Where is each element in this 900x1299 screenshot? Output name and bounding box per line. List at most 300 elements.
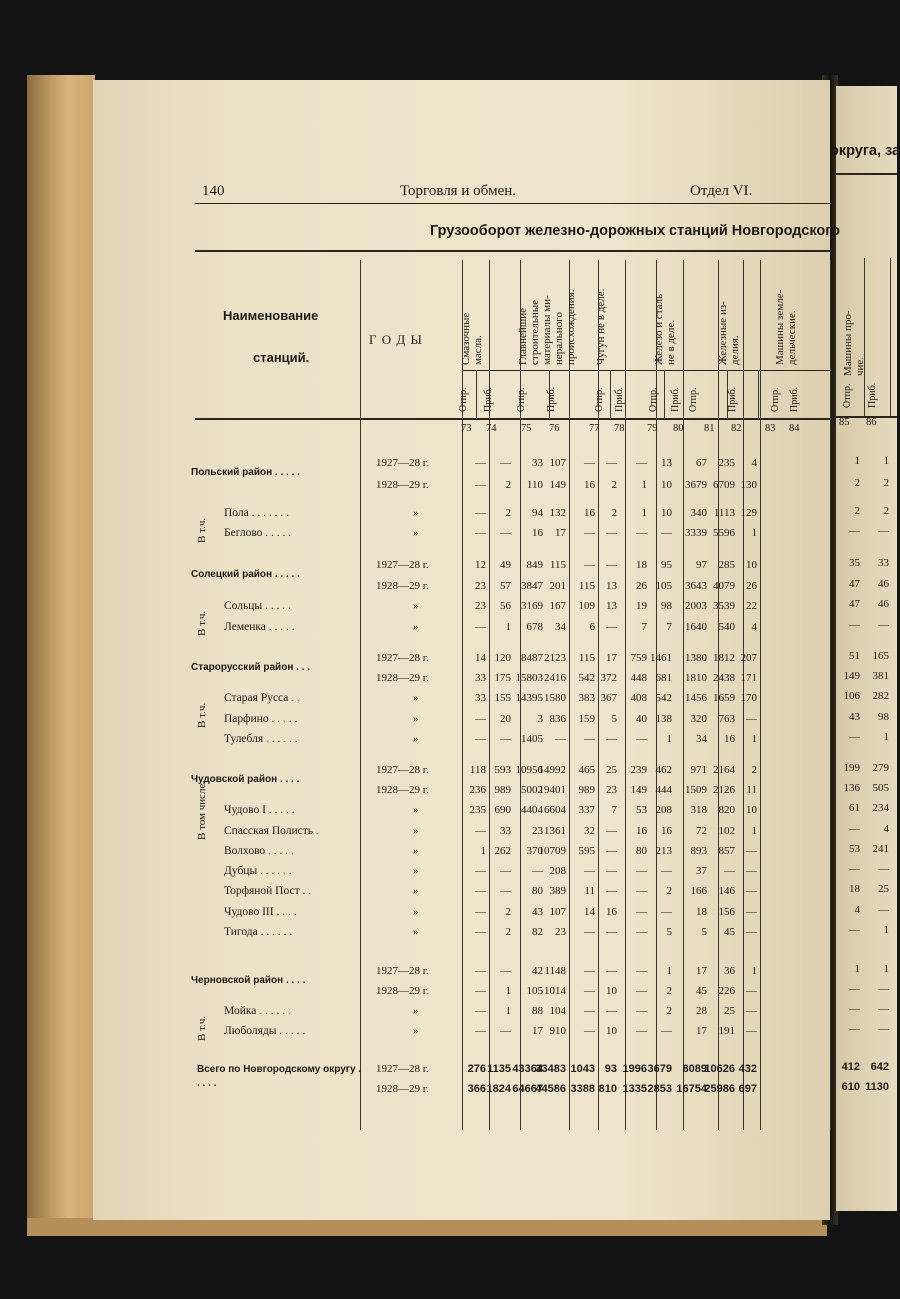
table-cell: 6604 bbox=[544, 804, 566, 816]
table-cell: 2853 bbox=[647, 1083, 672, 1095]
year-label: 1927—28 г. bbox=[376, 652, 429, 664]
table-cell: — bbox=[746, 865, 757, 877]
table-cell: 18 bbox=[696, 906, 707, 918]
grid-line bbox=[830, 260, 831, 1130]
year-label: 1927—28 г. bbox=[376, 559, 429, 571]
table-cell: 42 bbox=[532, 965, 543, 977]
table-cell: 412 bbox=[841, 1061, 860, 1073]
table-cell: 104 bbox=[549, 1005, 566, 1017]
sub-sub_send: Отпр. bbox=[516, 387, 527, 412]
department: Отдел VI. bbox=[690, 183, 753, 199]
table-cell: 262 bbox=[494, 845, 511, 857]
column-number: 86 bbox=[866, 417, 877, 428]
table-cell: 5 bbox=[666, 926, 672, 938]
table-cell: 642 bbox=[870, 1061, 889, 1073]
table-cell: 20 bbox=[500, 713, 511, 725]
table-cell: — bbox=[500, 965, 511, 977]
table-cell: — bbox=[584, 1005, 595, 1017]
table-cell: 540 bbox=[718, 621, 735, 633]
table-cell: 98 bbox=[661, 600, 672, 612]
table-cell: — bbox=[475, 906, 486, 918]
table-cell: 836 bbox=[549, 713, 566, 725]
table-cell: 4404 bbox=[521, 804, 543, 816]
table-cell: 47 bbox=[849, 578, 860, 590]
year-label: 1927—28 г. bbox=[376, 764, 429, 776]
year-label: 1928—29 г. bbox=[376, 784, 429, 796]
table-cell: — bbox=[661, 865, 672, 877]
table-cell: 893 bbox=[690, 845, 707, 857]
table-cell: 1 bbox=[854, 963, 860, 975]
table-cell: 4 bbox=[751, 457, 757, 469]
table-cell: — bbox=[636, 457, 647, 469]
table-cell: — bbox=[661, 1025, 672, 1037]
table-cell: — bbox=[606, 865, 617, 877]
table-cell: 34 bbox=[696, 733, 707, 745]
table-cell: 25 bbox=[724, 1005, 735, 1017]
table-cell: 17 bbox=[696, 1025, 707, 1037]
table-cell: 25 bbox=[878, 883, 889, 895]
table-cell: 5596 bbox=[713, 527, 735, 539]
table-cell: 199 bbox=[843, 762, 860, 774]
table-cell: 34 bbox=[555, 621, 566, 633]
table-cell: 763 bbox=[718, 713, 735, 725]
table-cell: — bbox=[500, 733, 511, 745]
table-cell: — bbox=[746, 1005, 757, 1017]
year-label: 1927—28 г. bbox=[376, 1063, 429, 1075]
table-cell: 1 bbox=[854, 455, 860, 467]
table-cell: — bbox=[584, 965, 595, 977]
table-cell: 33 bbox=[532, 457, 543, 469]
column-number: 75 bbox=[521, 423, 532, 434]
table-cell: — bbox=[849, 924, 860, 936]
table-cell: 14992 bbox=[538, 764, 566, 776]
table-cell: 3539 bbox=[713, 600, 735, 612]
table-cell: 130 bbox=[740, 479, 757, 491]
table-cell: 8089 bbox=[682, 1063, 707, 1075]
table-cell: — bbox=[636, 865, 647, 877]
table-cell: 610 bbox=[841, 1081, 860, 1093]
table-cell: 1 bbox=[641, 507, 647, 519]
table-cell: 2 bbox=[883, 477, 889, 489]
table-cell: 593 bbox=[494, 764, 511, 776]
table-cell: 276 bbox=[467, 1063, 486, 1075]
table-cell: 1361 bbox=[544, 825, 566, 837]
table-cell: — bbox=[746, 1025, 757, 1037]
table-cell: 2 bbox=[611, 507, 617, 519]
table-cell: 14 bbox=[584, 906, 595, 918]
table-cell: 1 bbox=[480, 845, 486, 857]
table-top-rule bbox=[195, 250, 830, 252]
table-cell: 106 bbox=[843, 690, 860, 702]
sub-sub_recv: Приб. bbox=[727, 386, 738, 412]
table-cell: 16 bbox=[606, 906, 617, 918]
sub-sub_recv: Приб. bbox=[546, 386, 557, 412]
table-cell: 208 bbox=[549, 865, 566, 877]
table-cell: 690 bbox=[494, 804, 511, 816]
table-cell: — bbox=[746, 845, 757, 857]
table-cell: 10 bbox=[746, 559, 757, 571]
table-cell: 8487 bbox=[521, 652, 543, 664]
table-cell: 1640 bbox=[685, 621, 707, 633]
table-cell: 110 bbox=[526, 479, 543, 491]
table-cell: — bbox=[606, 527, 617, 539]
col-header-line: делия. bbox=[729, 335, 741, 365]
table-cell: — bbox=[606, 965, 617, 977]
column-number: 80 bbox=[673, 423, 684, 434]
station-header-2: станций. bbox=[253, 350, 310, 365]
table-cell: 1461 bbox=[650, 652, 672, 664]
table-cell: 372 bbox=[600, 672, 617, 684]
table-cell: — bbox=[878, 1023, 889, 1035]
table-cell: 678 bbox=[526, 621, 543, 633]
table-cell: — bbox=[606, 457, 617, 469]
table-cell: 22 bbox=[746, 600, 757, 612]
station-label: Парфино . . . . . bbox=[224, 713, 298, 725]
table-cell: 32 bbox=[584, 825, 595, 837]
table-cell: — bbox=[475, 733, 486, 745]
table-cell: 13 bbox=[606, 600, 617, 612]
sub-send: Отпр. bbox=[842, 383, 853, 408]
table-cell: 25986 bbox=[704, 1083, 735, 1095]
year-label: » bbox=[413, 906, 419, 918]
table-cell: — bbox=[636, 885, 647, 897]
table-cell: 971 bbox=[690, 764, 707, 776]
table-cell: 989 bbox=[494, 784, 511, 796]
col-header-3 bbox=[653, 294, 677, 365]
table-cell: 23 bbox=[532, 825, 543, 837]
col-header-line: Машины земле- bbox=[774, 289, 786, 365]
table-cell: 1659 bbox=[713, 692, 735, 704]
table-cell: 13 bbox=[606, 580, 617, 592]
col-header-machines-other bbox=[842, 310, 866, 376]
station-label: Дубцы . . . . . . bbox=[224, 865, 292, 877]
table-cell: 14 bbox=[475, 652, 486, 664]
table-cell: — bbox=[584, 733, 595, 745]
year-label: » bbox=[413, 1005, 419, 1017]
table-cell: 340 bbox=[690, 507, 707, 519]
year-label: » bbox=[413, 926, 419, 938]
table-cell: 10 bbox=[746, 804, 757, 816]
table-cell: — bbox=[584, 926, 595, 938]
col-header-line: строительные bbox=[529, 299, 541, 365]
table-cell: — bbox=[584, 865, 595, 877]
table-cell: — bbox=[500, 885, 511, 897]
table-cell: 1 bbox=[666, 965, 672, 977]
table-cell: 1135 bbox=[487, 1063, 511, 1075]
table-cell: 542 bbox=[655, 692, 672, 704]
year-label: 1928—29 г. bbox=[376, 1083, 429, 1095]
table-cell: 25 bbox=[606, 764, 617, 776]
table-cell: 3339 bbox=[685, 527, 707, 539]
sub-sub_send: Отпр. bbox=[648, 387, 659, 412]
group-label: В т.ч. bbox=[196, 702, 208, 728]
table-cell: 2 bbox=[854, 477, 860, 489]
year-label: » bbox=[413, 804, 419, 816]
table-cell: 149 bbox=[843, 670, 860, 682]
table-cell: 43 bbox=[532, 906, 543, 918]
table-header-rule bbox=[195, 418, 830, 420]
table-cell: — bbox=[584, 527, 595, 539]
table-cell: 366 bbox=[467, 1083, 486, 1095]
table-cell: 1 bbox=[751, 733, 757, 745]
table-cell: 102 bbox=[718, 825, 735, 837]
grid-line bbox=[760, 260, 761, 1130]
table-cell: 47 bbox=[849, 598, 860, 610]
grid-line bbox=[476, 370, 477, 418]
table-cell: — bbox=[500, 865, 511, 877]
table-cell: — bbox=[475, 1025, 486, 1037]
table-cell: — bbox=[475, 621, 486, 633]
table-cell: 2003 bbox=[685, 600, 707, 612]
table-cell: 595 bbox=[578, 845, 595, 857]
table-cell: 849 bbox=[526, 559, 543, 571]
table-cell: — bbox=[606, 845, 617, 857]
table-cell: 1 bbox=[505, 985, 511, 997]
left-page bbox=[93, 80, 840, 1220]
table-cell: 10 bbox=[661, 479, 672, 491]
table-cell: 17 bbox=[532, 1025, 543, 1037]
year-label: » bbox=[413, 865, 419, 877]
table-cell: 11 bbox=[584, 885, 595, 897]
table-cell: 857 bbox=[718, 845, 735, 857]
table-cell: 1014 bbox=[544, 985, 566, 997]
table-cell: 1130 bbox=[865, 1081, 889, 1093]
table-cell: 2 bbox=[666, 985, 672, 997]
col-header-line: Железо и сталь bbox=[653, 293, 665, 365]
table-cell: 10626 bbox=[704, 1063, 735, 1075]
table-cell: 10 bbox=[606, 1025, 617, 1037]
table-cell: 10 bbox=[661, 507, 672, 519]
year-label: » bbox=[413, 733, 419, 745]
table-cell: — bbox=[746, 885, 757, 897]
table-cell: 1 bbox=[641, 479, 647, 491]
table-cell: 166 bbox=[690, 885, 707, 897]
table-cell: — bbox=[636, 965, 647, 977]
table-cell: 28 bbox=[696, 1005, 707, 1017]
table-cell: 33 bbox=[500, 825, 511, 837]
table-cell: — bbox=[475, 713, 486, 725]
table-cell: 159 bbox=[578, 713, 595, 725]
table-cell: 191 bbox=[718, 1025, 735, 1037]
table-cell: — bbox=[606, 621, 617, 633]
table-cell: 6 bbox=[589, 621, 595, 633]
col-header-line: чие. bbox=[854, 356, 866, 376]
table-cell: 318 bbox=[690, 804, 707, 816]
table-cell: 820 bbox=[718, 804, 735, 816]
book-bottom-edge bbox=[27, 1218, 827, 1236]
col-header-0 bbox=[460, 313, 484, 365]
table-cell: 56 bbox=[500, 600, 511, 612]
table-cell: 1812 bbox=[713, 652, 735, 664]
table-cell: 910 bbox=[549, 1025, 566, 1037]
year-label: » bbox=[413, 692, 419, 704]
table-cell: 18 bbox=[849, 883, 860, 895]
table-cell: 4 bbox=[883, 823, 889, 835]
table-cell: 115 bbox=[578, 580, 595, 592]
table-cell: 285 bbox=[718, 559, 735, 571]
table-cell: 1 bbox=[883, 455, 889, 467]
district-label: Старорусский район . . . bbox=[191, 662, 311, 673]
station-label: Пола . . . . . . . bbox=[224, 507, 289, 519]
table-cell: 98 bbox=[878, 711, 889, 723]
table-cell: — bbox=[475, 527, 486, 539]
table-cell: 1 bbox=[505, 1005, 511, 1017]
table-cell: 16754 bbox=[676, 1083, 707, 1095]
table-cell: 44586 bbox=[535, 1083, 566, 1095]
table-cell: 16 bbox=[636, 825, 647, 837]
table-cell: 320 bbox=[690, 713, 707, 725]
table-cell: 19401 bbox=[538, 784, 566, 796]
grid-line bbox=[569, 260, 570, 1130]
table-cell: — bbox=[584, 1025, 595, 1037]
table-cell: 165 bbox=[872, 650, 889, 662]
table-cell: — bbox=[636, 527, 647, 539]
table-cell: 1 bbox=[883, 963, 889, 975]
total-label: Всего по Новгородскому округу . . . . . bbox=[197, 1064, 362, 1089]
table-cell: 107 bbox=[549, 457, 566, 469]
grid-line bbox=[664, 370, 665, 418]
table-cell: 759 bbox=[630, 652, 647, 664]
station-label: Люболяды . . . . . bbox=[224, 1025, 306, 1037]
table-cell: 12 bbox=[475, 559, 486, 571]
table-cell: 4 bbox=[854, 904, 860, 916]
table-cell: — bbox=[606, 926, 617, 938]
table-cell: 462 bbox=[655, 764, 672, 776]
table-cell: — bbox=[555, 733, 566, 745]
table-cell: 370 bbox=[526, 845, 543, 857]
table-cell: 2 bbox=[854, 505, 860, 517]
table-cell: 46 bbox=[878, 598, 889, 610]
col-header-line: дельческие. bbox=[786, 310, 798, 365]
table-cell: 3847 bbox=[521, 580, 543, 592]
grid-line bbox=[758, 370, 759, 418]
table-cell: 2 bbox=[505, 479, 511, 491]
table-cell: 94 bbox=[532, 507, 543, 519]
year-label: » bbox=[413, 885, 419, 897]
table-cell: 389 bbox=[549, 885, 566, 897]
table-cell: 1 bbox=[666, 733, 672, 745]
group-label: В т.ч. bbox=[196, 517, 208, 543]
sub-sub_recv: Приб. bbox=[670, 386, 681, 412]
table-cell: 61 bbox=[849, 802, 860, 814]
station-label: Леменка . . . . . bbox=[224, 621, 295, 633]
table-cell: 234 bbox=[872, 802, 889, 814]
table-cell: 1996 bbox=[622, 1063, 647, 1075]
table-cell: 7 bbox=[641, 621, 647, 633]
table-cell: 17 bbox=[555, 527, 566, 539]
table-cell: 105 bbox=[526, 985, 543, 997]
col-header-line: не в деле. bbox=[665, 319, 677, 365]
table-cell: — bbox=[475, 1005, 486, 1017]
table-cell: 1405 bbox=[521, 733, 543, 745]
table-cell: 239 bbox=[630, 764, 647, 776]
table-cell: 14395 bbox=[515, 692, 543, 704]
table-cell: 5 bbox=[701, 926, 707, 938]
table-cell: 80 bbox=[532, 885, 543, 897]
sub-sub_send: Отпр. bbox=[770, 387, 781, 412]
group-label: В том числе. bbox=[196, 780, 208, 840]
table-cell: 3643 bbox=[685, 580, 707, 592]
table-cell: 7 bbox=[666, 621, 672, 633]
station-label: Тулебля . . . . . . bbox=[224, 733, 298, 745]
table-cell: 33483 bbox=[535, 1063, 566, 1075]
table-cell: — bbox=[475, 965, 486, 977]
book-edge bbox=[27, 75, 95, 1235]
col-header-line: Главнейшие bbox=[517, 308, 529, 365]
table-title: Грузооборот железно-дорожных станций Новгородского bbox=[430, 223, 840, 239]
table-cell: — bbox=[475, 457, 486, 469]
col-header-4 bbox=[717, 301, 741, 365]
table-cell: — bbox=[849, 1023, 860, 1035]
year-label: 1928—29 г. bbox=[376, 580, 429, 592]
table-cell: — bbox=[878, 904, 889, 916]
table-cell: 367 bbox=[600, 692, 617, 704]
district-label: Солецкий район . . . . . bbox=[191, 569, 300, 580]
table-cell: 109 bbox=[578, 600, 595, 612]
column-number: 85 bbox=[839, 417, 850, 428]
table-cell: 989 bbox=[578, 784, 595, 796]
table-cell: 1113 bbox=[713, 507, 735, 519]
table-cell: 448 bbox=[630, 672, 647, 684]
col-header-line: нерального bbox=[553, 312, 565, 365]
table-cell: 93 bbox=[604, 1063, 617, 1075]
table-cell: 35 bbox=[849, 557, 860, 569]
table-cell: 146 bbox=[718, 885, 735, 897]
table-cell: 1148 bbox=[544, 965, 566, 977]
column-number: 77 bbox=[589, 423, 600, 434]
table-cell: 16 bbox=[584, 507, 595, 519]
table-cell: — bbox=[475, 865, 486, 877]
table-cell: — bbox=[661, 527, 672, 539]
table-cell: 2 bbox=[751, 764, 757, 776]
col-header-line: масла. bbox=[472, 335, 484, 365]
table-cell: 4 bbox=[751, 621, 757, 633]
table-cell: — bbox=[584, 985, 595, 997]
table-cell: 129 bbox=[740, 507, 757, 519]
table-cell: — bbox=[606, 733, 617, 745]
table-cell: 2416 bbox=[544, 672, 566, 684]
header-rule bbox=[195, 203, 830, 204]
table-cell: 72 bbox=[696, 825, 707, 837]
table-cell: 19 bbox=[636, 600, 647, 612]
table-cell: — bbox=[636, 906, 647, 918]
table-cell: 16 bbox=[532, 527, 543, 539]
table-cell: 80 bbox=[636, 845, 647, 857]
column-number: 73 bbox=[461, 423, 472, 434]
grid-line bbox=[610, 370, 611, 418]
table-cell: 10709 bbox=[538, 845, 566, 857]
table-cell: 43364 bbox=[512, 1063, 543, 1075]
table-cell: — bbox=[746, 906, 757, 918]
sub-sub_recv: Приб. bbox=[789, 386, 800, 412]
table-cell: 1824 bbox=[486, 1083, 511, 1095]
year-label: » bbox=[413, 1025, 419, 1037]
year-label: » bbox=[413, 713, 419, 725]
table-cell: — bbox=[475, 985, 486, 997]
table-cell: 33 bbox=[878, 557, 889, 569]
table-cell: 1 bbox=[751, 527, 757, 539]
table-cell: 118 bbox=[469, 764, 486, 776]
table-cell: — bbox=[584, 457, 595, 469]
table-cell: — bbox=[849, 619, 860, 631]
table-cell: 23 bbox=[475, 600, 486, 612]
col-header-line: происхождения. bbox=[565, 289, 577, 365]
table-cell: 136 bbox=[843, 782, 860, 794]
year-label: 1928—29 г. bbox=[376, 985, 429, 997]
column-number: 82 bbox=[731, 423, 742, 434]
table-cell: 120 bbox=[494, 652, 511, 664]
table-cell: 201 bbox=[549, 580, 566, 592]
